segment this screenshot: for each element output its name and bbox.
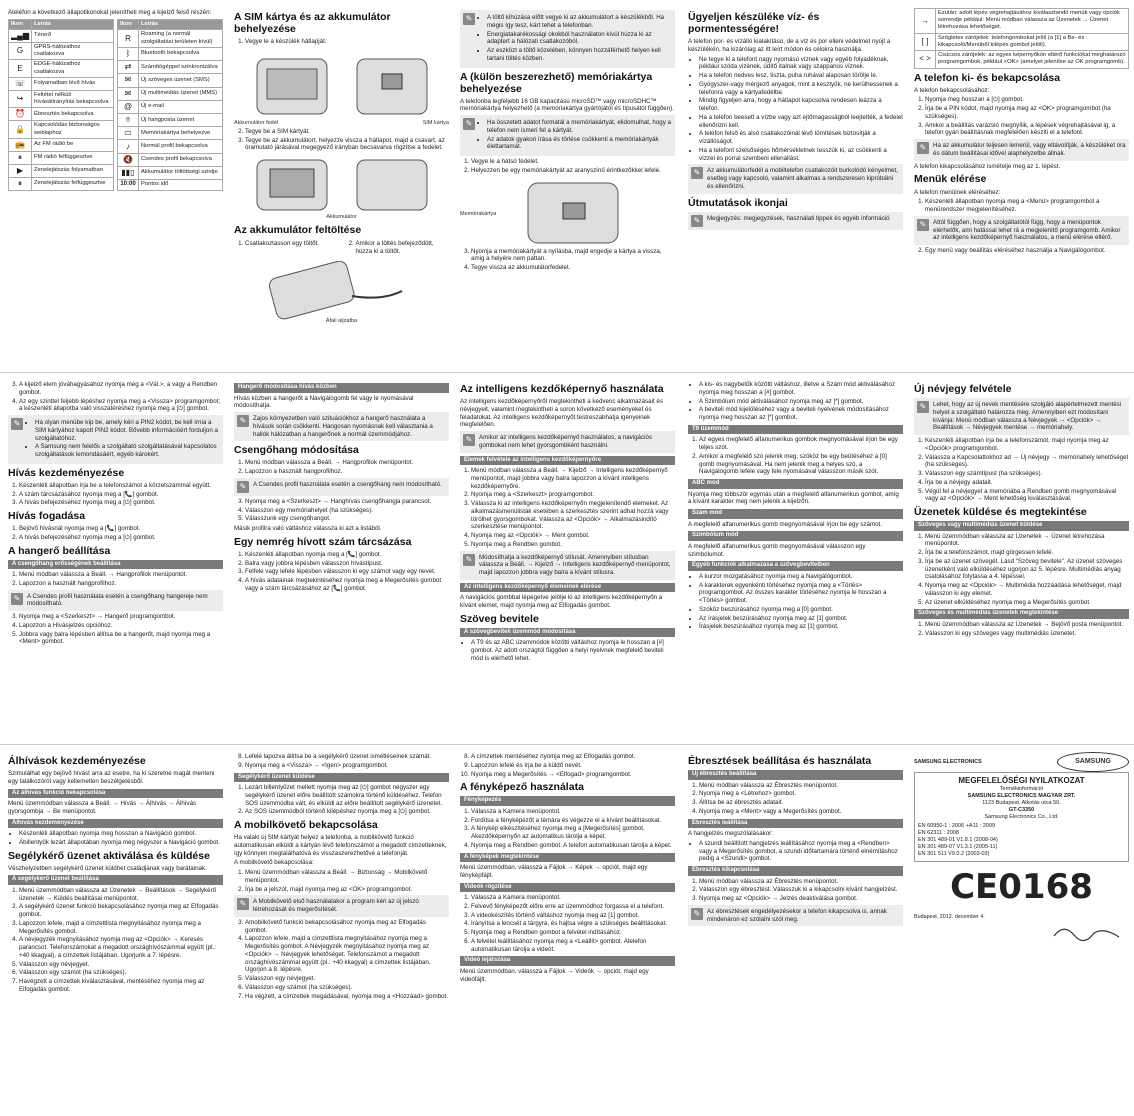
fake-call-enable-bar: Az álhívás funkció bekapcsolása [8,789,223,799]
signature [1049,921,1129,943]
brand-text: SAMSUNG ELECTRONICS [914,758,982,765]
answer-call-title: Hívás fogadása [8,510,86,523]
guide-note: ✎ Megjegyzés: megjegyzések, használati tippek és egyéb információ [688,212,903,230]
signature-date: Budapest, 2012. december 4. [914,914,985,921]
note-icon: ✎ [917,142,929,154]
input-modes-column: • A kis- és nagybetűk közötti váltáshoz, illetve a Szám mód aktiválásához nyomja meg hosszan a [#] gombot. • A Szimbólum mód aktiválásához nyomja meg az [*] gombot. • A beviteli mód kijelöléséhez vagy a beviteli nyelvének módosításához nyomja meg hosszan az [*] gombot. T9 üzemmód 1. Az egyes megfelelő alfanumerikus gombok megnyomásával írjon be egy teljes szót. 2. Amikor a megfelelő szó jelenik meg, szóköz be egy beütéséhez a [0] gomb megnyomásával. Ha nem jelenik meg a helyes szó, a Navigálógomb lefele vagy fele nyomásával válasszon másik szót. ABC mód Nyomja meg többször egymás után a megfelelő alfanumerikus gombot, amíg a kívánt karakter meg nem jelenik a kijelzőn. Szám mód A megfelelő alfanumerikus gomb megnyomásával írjon be egy számot. Szimbólum mód A megfelelő alfanumerikus gomb megnyomásával válasszon egy szimbólumot. Egyéb funkciók alkalmazása a szövegbevitelben • A kurzor mozgatásához nyomja meg a Navigálógombot. • A karakterek egyenkénti törléséhez nyomja meg a <Törlés> programgombot. Az összes karakter törléséhez nyomja le hosszan a <Törlés> gombot. • Szóköz beszúrásához nyomja meg a [0] gombot. • Az írásjelek beszúrásához nyomja meg az [1] gombot. • Írásjelek beszúrásához nyomja meg az [1] gombot. [688,380,903,738]
note-icon: ✎ [237,415,249,427]
new-contact-title: Új névjegy felvétele [914,383,1012,395]
alarm-title: Ébresztések beállítása és használata [688,755,872,767]
in-call-volume-bar: Hangerő módosítása hívás közben [234,383,449,393]
bluetooth-icon: ᛒ [118,47,139,60]
ringtone-note: ✎ A Csendes profil használata esetén a csengőhang nem módosítható. [234,478,449,496]
charge-title: Az akkumulátor feltöltése [234,223,362,236]
t9-bar: T9 üzemmód [688,425,903,435]
silent-note: ✎ A Csendes profil használata esetén a csengőhang hangereje nem módosítható. [8,590,223,612]
declaration-box: MEGFELELŐSÉGI NYILATKOZAT Termékinformáció SAMSUNG ELECTRONICS MAGYAR ZRT. 1123 Budapest, Alkotás utca 50. GT-C3350 Samsung Electronics Co., Ltd. EN 60950-1 : 2006 +A11 : 2009 EN 62311 : 2008 EN 301 489-01 V1.8.1 (2008-04) EN 301 489-07 V1.3.1 (2005-11) EN 301 511 V9.0.2 (2003-03) [914,772,1129,862]
note-icon: ✎ [237,898,249,910]
music-pause-icon: ⏸ [9,177,32,190]
tracker-title: A mobilkövető bekapcsolása [234,819,378,831]
sim-column: A SIM kártya és az akkumulátor behelyezése 1. Vegye le a készülék hátlapját. Akkumulátor fedél SIM kártya 2. Tegye be a SIM kártyát. 3. Tegye be az akkumulátort, helyezze vissza a hátlapot, majd a csavart, az óramutató járásával megegyező irányban becsavarva rögzítse a fedelet. Akkumulátor Az akkumulátor feltöltése 1. Csatlakoztasson egy töltőt. 2. Amikor a töltés befejeződött, húzza ki a töltőt. Áfali aljzatba [234,8,449,366]
note-icon: ✎ [691,167,703,179]
power-note: ✎ Ha az akkumulátor teljesen lemerül, vagy eltávolítják, a készüléket óra és dátum beállításai idővel alaphelyzetbe állnak. [914,139,1129,161]
sos-send-bar: Segélykérő üzenet küldése [234,773,449,783]
icons-column [8,8,223,366]
samsung-logo: SAMSUNG [1057,752,1129,772]
charger-illustration [242,261,442,321]
battery-cover-label: Akkumulátor fedél [234,119,279,126]
clock-icon: 10:00 [118,180,139,191]
note-icon: ✎ [237,481,249,493]
note-icon: ✎ [11,593,23,605]
voicemail-icon: ⌾ [118,114,139,127]
gprs-icon: G [9,42,32,59]
access-items-bar: Az intelligens kezdőképernyő elemeinek elérése [460,583,675,593]
note-icon: ✎ [463,118,475,130]
band-bottom [0,744,1134,1116]
power-column: → Ezután: adott lépés végrehajtásához kiválasztandó menük vagy opciók sorrendje például: Menü módban válassza az Üzenetek → Üzenet létrehozása lehetőséget. [ ] Szögletes zárójelek: telefongombokat jelöl (a [1] a Be- és kikapcsoló/Menüből kilépés gombot jelöli). < > Csúcsos zárójelek: az egyes képernyőkön eltérő funkciókat meghatározó programgombok, például <OK> (amelyet jelenítse az OK programgomb). A telefon ki- és bekapcsolása A telefon bekapcsolásához: 1. Nyomja meg hosszan a [⏻] gombot. 2. Írja be a PIN kódot, majd nyomja meg az <OK> programgombot (ha szükséges). 3. Amikor a beállítás varázsló megnyílik, a lépések végrehajtásával ig, a telefon gyári beállításnak megfelelően készíti el a telefont. ✎ Ha az akkumulátor teljesen lemerül, vagy eltávolítják, a készüléket óra és dátum beállításai idővel alaphelyzetbe állnak. A telefon kikapcsolásához ismételje meg az 1. lépést. Menük elérése A telefon menüinek eléréséhez: 1. Készenléti állapotban nyomja meg a <Menü> programgombot a menürendszer megjelenítéséhez. ✎ Attól függően, hogy a szolgáltatótól függ, hogy a menüpontok elérhetők, ami hatással lehet rá a megjelenítő programgomb. Amikor az intelligens kezdőképernyő használatos, a menü elérése eltérő. 2. Egy menü vagy beállítás eléréséhez használja a Navigálógombot. [914,8,1129,366]
ce-mark: CE0168 [950,866,1093,907]
volume-title: A hangerő beállítása [8,544,111,557]
record-video-bar: Videók rögzítése [460,883,675,893]
note-icon: ✎ [917,401,929,413]
signal-icon: ▂▄▆ [9,29,32,42]
icons-intro: Ateléfon a következő állapotikonokat jelenítheti meg a kijelző felső részén: [8,9,212,16]
camera-column: 8. A címzettek mentéséhez nyomja meg az Elfogadás gombot. 9. Lapozzon lefelé és írja be a küldő nevét. 10. Nyomja meg a Megerősítés → <Elfogad> programgombot. A fényképező használata Fényképezés 1. Válassza a Kamera menüpontot. 2. Fordítsa a fényképezőt a témára és végezze el a kívánt beállításokat. 3. A fénykép elkészítéséhez nyomja meg a [Megerősítés] gombot. Akezdőképernyőn az automatikus tárolja a képet. 4. Nyomja meg a Rendben gombot. A telefon automatikusan tárolja a képet. A fényképek megtekintése Menü üzemmódban, válassza a Fájlok → Képek → opciót, majd egy fényképfájlt. Videók rögzítése 1. Válassza a Kamera menüpontot. 2. Felvevő fényképezőt előre erre az üzemmódhoz forgassa el a telefont. 3. A videokészítés történő váltáshoz nyomja meg az [1] gombot. 4. Irányítsa a lencsét a tárgyra, és hajtsa végre a szükséges beállításokat. 5. Nyomja meg a Rendben gombot a felvétel indításához. 6. A felvétel leállításához nyomja meg a <Leállít> gombot. Atelefon automatikusan tárolja a videót. Videó lejátszása Menü üzemmódban, válassza a Fájlok → Videók → opciót, majd egy videófájlt. [460,752,675,1110]
fake-call-start-bar: Álhívás kezdeményezése [8,819,223,829]
fm-pause-icon: ⏸ [9,151,32,164]
note-icon: ✎ [691,908,703,920]
normal-profile-icon: ♪ [118,140,139,153]
note-icon: ✎ [917,219,929,231]
smart-home-title: Az intelligens kezdőképernyő használata [460,383,664,395]
socket-label: Áfali aljzatba [325,318,358,325]
call-icon: ☏ [9,77,32,90]
music-play-icon: ▶ [9,164,32,177]
add-items-bar: Elemek felvétele az intelligens kezdőképernyőre [460,456,675,466]
sim-title: A SIM kártya és az akkumulátor behelyezése [234,11,391,36]
square-brackets-icon: [ ] [915,33,936,50]
memory-card-title: A (külön beszerezhető) memóriakártya behelyezése [460,70,653,95]
tracker-note: ✎ A Mobilkövető első használatakor a program kéri az új jelszó létrehozását és megerősítését. [234,895,449,917]
pin-note: ✎ • Ha olyan menübe kíp be, amely kéri a PIN2 kódot, be kell írnia a SIM kártyához kapott PIN2 kódot. Bővebb információért forduljon a szolgáltatóhoz. • A Samsung nem felelős a szolgáltató szolgáltatásával kapcsolatos szolgáltatások lemondásáért, egyéb károkért. [8,415,223,464]
icons-table-left: Ikon Leírás ▂▄▆ Térerő G GPRS-hálózathoz csatlakozva E EDGE-hálózathoz csatlakozva ☏ Folyamatban lévő hívás ↪ Feltétel nélküli hívásátirányítás bekapcsolva ⏰ Ébresztés bekapcsolva 🔒 Kapcsolódás biztonságos weblaphoz 📻 Az FM rádió be ⏸ FM rádió felfüggesztve ▶ Zenelejátszás folyamatban ⏸ Zenelejátszás felfüggesztve [8,19,114,191]
band-middle [0,372,1134,744]
note-icon: ✎ [11,418,23,430]
memory-card-label: Memóriakártya [460,210,497,217]
note-icon: ✎ [463,434,475,446]
battery-icon: ▮▮▯ [118,166,139,179]
contact-note: ✎ Lehet, hogy az új nevek mentésére szolgáló alapértelmezett mentési helyet a szolgáltató határozza meg. Amennyiben ezt módosítani kívánja: Menü módban válassza a Névjegyek → <Opciók> → Beállítások → Névjegyek mentése → memóriahely. [914,398,1129,435]
silent-profile-icon: 🔇 [118,153,139,166]
view-photos-bar: A fényképek megtekintése [460,853,675,863]
make-call-title: Hívás kezdeményezése [8,466,125,479]
note-icon: ✎ [463,554,475,566]
note-icon: ✎ [691,215,703,227]
tracker-column: 8. Lefelé lapozva állítsa be a segélykérő üzenet ismétléseinek számát. 9. Nyomja meg a <Vissza> → <Igen> programgombot. Segélykérő üzenet küldése 1. Lezárt billentyűzet mellett nyomja meg az [⏻] gombot négyszer egy segélykérő üzenet előre beállított számokra történő küldéséhez. Telefon SOS üzemmódba vált, és elküldi az előre beállított segélykérő üzenetet. 2. Az SOS üzemmódból történő kilépéshez nyomja meg a [⏻] gombot. A mobilkövető bekapcsolása Ha valaki új SIM kártyát helyez a telefonba, a mobilkövető funkció automatikusan elküldi a kártyán lévő telefonszámot a megadott címzetteknek, így könnyen megtalálhatóvá és visszaszerezhetővé a telefonját. A mobilkövető bekapcsolása: 1. Menü üzemmódban válassza a Beáll. → Biztonság → Mobilkövető menüpontot. 2. Írja be a jelszót, majd nyomja meg az <OK> programgombot. ✎ A Mobilkövető első használatakor a program kéri az új jelszó létrehozását és megerősítését. 3. Amobilkövető funkció bekapcsolásához nyomja meg az Elfogadás gombot. 4. Lapozzon lefele, majd a címzettlista megnyitásához nyomja meg a Megerősítés gombot. A Névjegyzék megnyitásához nyomja meg az <Opciók> → Névjegyek lehetőséget. Telefonszámot a megadott országhívószámmal együtt (pl.: +40 kkagyal) a címzettek listájában. Ugorjon a 8. lépésre. 5. Válasszon egy névjegyet. 6. Válasszon egy számot (ha szükséges). 7. Ha végzett, a címzettek megadásával, nyomja meg a <Hozzáad> gombot. [234,752,449,1110]
roaming-icon: R [118,30,139,48]
photo-bar: Fényképezés [460,796,675,806]
messages-title: Üzenetek küldése és megtekintése [914,506,1087,519]
disable-alarm-bar: Ébresztés kikapcsolása [688,866,903,876]
memory-card-note: ✎ • Ha összetett adatot formatál a memóriakártyát, elidomulhat, hogy a telefon nem ismeri fel a kártyát. • Az adatok gyakori írása és törlése csökkenti a memóriakártyák élettartamát. [460,115,675,156]
memory-card-column: ✎ • A töltő kihúzása előtt vegye ki az akkumulátort a készülékből. Ha mégis így tesz, kárt tehet a telefonban. • Energiatakarékossági okokból használaton kívül húzza ki az adaptert a hálózati csatlakozóból. • Az eszközt a töltő közelében, könnyen hozzáférhető helyen kell tartani töltés közben. A (külön beszerezhető) memóriakártya behelyezése A telefonba legfeljebb 16 GB kapacitású microSD™ vagy microSDHC™ memóriakártya helyezhető (a memóriakártya gyártójától és típusától függően). ✎ • Ha összetett adatot formatál a memóriakártyát, elidomulhat, hogy a telefon nem ismeri fel a kártyát. • Az adatok gyakori írása és törlése csökkenti a memóriakártyák élettartamát. 1. Vegye le a hátsó fedelet. 2. Helyezzen be egy memóriakártyát az aranyszínű érintkezőkkel lefelé. Memóriakártya 3. Nyomja a memóriakártyát a nyílásba, majd engedje a kártya a vissza, amig a helyére nem pattan. 4. Tegye vissza az akkumulátorfedelet. [460,8,675,366]
guide-icons-table: → Ezután: adott lépés végrehajtásához kiválasztandó menük vagy opciók sorrendje például: Menü módban válassza az Üzenetek → Üzenet létrehozása lehetőséget. [ ] Szögletes zárójelek: telefongombokat jelöl (a [1] a Be- és kikapcsoló/Menüből kilépés gombot jelöli). < > Csúcsos zárójelek: az egyes képernyőkön eltérő funkciókat meghatározó programgombok, például <OK> (amelyet jelenítse az OK programgomb). [914,8,1129,69]
email-icon: @ [118,100,139,113]
alarm-note: ✎ Az ébresztések engedélyezésekor a telefon kikapcsolva is, annak mindenáron ez szólalni szól meg. [688,905,903,927]
noise-note: ✎ Zajos környezetben való szituációkhoz a hangerő használata a hívások során csökkenti. Hangosan nyomásnak kell választania a hallók hálózatban a hangerőnek a normál üzemmódjához. [234,412,449,441]
water-column: Ügyeljen készüléke víz- és pormentességére! A telefon por- és vízálló kialakítású, de a víz és por elleni védelmet nyújt a készülékén, ha kizárólag az itt leírt módon és célokra használja. • Ne tegye ki a telefont nagy nyomású víznek vagy egyéb folyadéknak, például szóda vizének, üdítő italnak vagy szappanos víznek. • Ha a telefon nedves lesz, tiszta, puha ruhával alaposan törölje le. • Gyógyszer-vagy mérgező anyagok, mint a kesztyűk, ne kerülhessenek a telefonra vagy a kártyafedélbe. • Mindig figyeljen arra, hogy a hátlapot kapcsolva rendesen leázza a telefon. • Ha a telefon beesett a vízbe vagy azt ejtőmagasságból leejtették, a fedelet ellenőrizni kell. • A telefon felső és alsó csatlakozóinál lévő tömítések biztosítják a vízállóságot. • Ha a telefont szélsőséges hőmérsékletnek tesszük ki, az csökkenti a vízzel és porral szembeni ellenállást. ✎ Az akkumulátorfedél a mobiltelefon csatlakozóit burkolódó kényelmet, esetleg vagy kapcsoló, valamint alkalmas a rendszeresen kipróbálni és ellenőrizni. Útmutatások ikonjai ✎ Megjegyzés: megjegyzések, használati tippek és egyéb információ [688,8,903,366]
battery-illustration [242,155,442,217]
redial-title: Egy nemrég hívott szám tárcsázása [234,535,412,548]
fake-call-title: Álhívások kezdeményezése [8,755,146,767]
change-ringtone-title: Csengőhang módosítása [234,444,359,457]
input-mode-bar: A szövegbeviteli üzemmód módosítása [460,628,675,638]
guide-icons-title: Útmutatások ikonjai [688,196,788,209]
power-title: A telefon ki- és bekapcsolása [914,71,1061,84]
stop-alarm-bar: Ébresztés leállítása [688,819,903,829]
declaration-title: MEGFELELŐSÉGI NYILATKOZAT [958,776,1085,785]
arrow-icon: → [915,9,936,34]
mms-icon: ✉ [118,87,139,100]
battery-label: Akkumulátor [326,214,357,220]
icons-table-right: Ikon Leírás R Roaming (a normál szolgáltatási területen kívül) ᛒ Bluetooth bekapcsolva ⇄ Számítógéppel szinkronizálva ✉ Új szöveges üzenet (SMS) ✉ Új multimédiás üzenet (MMS) @ Új e-mail ⌾ Új hangposta üzenet ▭ Memóriakártya behelyezve ♪ Normál profil bekapcsolva 🔇 Csendes profil bekapcsolva ▮▮▯ Akkumulátor töltöttségi szintje 10:00 Pontos idő [117,19,223,191]
contacts-column: Új névjegy felvétele ✎ Lehet, hogy az új nevek mentésére szolgáló alapértelmezett mentési helyet a szolgáltató határozza meg. Amennyiben ezt módosítani kívánja: Menü módban válassza a Névjegyek → <Opciók> → Beállítások → Névjegyek mentése → memóriahely. 1. Készenléti állapotban írja be a telefonszámot, majd nyomja meg az <Opciók> programgombot. 2. Válassza a Kapcsolattokhoz ad → Új névjegy → memóriahely lehetőséget (ha szükséges). 3. Válasszon egy számtípust (ha szükséges). 4. Írja be a névjegy adatait. 5. Végül fel a névjegyet a memóriába a Rendben gomb megnyomásával vagy az <Opciók> → Ment lehetőség kiválasztásával. Üzenetek küldése és megtekintése Szöveges vagy multimédiás üzenet küldése 1. Menü üzemmódban válassza az Üzenetek → Üzenet létrehozása menüpontot. 2. Írja be a telefonszámot, majd görgessen lefelé. 3. Írja be az üzenet szövegét. Lásd "Szöveg bevitele". Az üzenet szöveges üzenetként való elküldéséhez ugorjon az 5. lépésre. Multimédiás anyag csatolásához folytassa a 4. lépéssel. 4. Nyomja meg az <Opciók> → Multimédia hozzáadása lehetőséget, majd válasszon ki egy elemet. 5. Az üzenet elküldéséhez nyomja meg a Megerősítés gombot. Szöveges és multimédiás üzenetek megtekintése 1. Menü üzemmódban válassza az Üzenetek → Bejövő posta menüpontot. 2. Válasszon ki egy szöveges vagy multimédiás üzenetet. [914,380,1129,738]
number-mode-bar: Szám mód [688,509,903,519]
text-input-title: Szöveg bevitele [460,612,539,625]
ringtone-column: Hangerő módosítása hívás közben Hívás közben a hangerőt a Navigálógomb fel vagy le nyomásával módosíthatja. ✎ Zajos környezetben való szituációkhoz a hangerő használata a hívások során csökkenti. Hangosan nyomásnak kell választania a hallók hálózatban a hangerőnek a normál üzemmódjához. Csengőhang módosítása 1. Menü módban válassza a Beáll. → Hangprofilok menüpontot. 2. Lapozzon a használt hangprofilhoz. ✎ A Csendes profil használata esetén a csengőhang nem módosítható. 3. Nyomja meg a <Szerkeszt> → Hanghívás csengőhangja parancsot. 4. Válasszon egy memóriahelyet (ha szükséges). 5. Válasszunk egy csengőhangot. Másik profilra való váltáshoz válassza ki azt a listából. Egy nemrég hívott szám tárcsázása 1. Készenléti állapotban nyomja meg a [📞] gombot. 2. Balra vagy jobbra lépésben válasszon hívástípust. 3. Felfele vagy lefele lépésben válasszon ki egy számot vagy egy nevet. 4. A hívás adatainak megtekintéséhez nyomja meg a Megerősítés gombot vagy a szám tárcsázásához az [📞] gombot. [234,380,449,738]
new-alarm-bar: Új ébresztés beállítása [688,770,903,780]
sms-icon: ✉ [118,74,139,87]
declaration-column [914,752,1129,1110]
camera-title: A fényképező használata [460,781,584,794]
charger-note: ✎ • A töltő kihúzása előtt vegye ki az akkumulátort a készülékből. Ha mégis így tesz, kárt tehet a telefonban. • Energiatakarékossági okokból használaton kívül húzza ki az adaptert a hálózati csatlakozóból. • Az eszközt a töltő közelében, könnyen hozzáférhető helyen kell tartani töltés közben. [460,10,675,68]
menu-access-title: Menük elérése [914,173,987,186]
smart-home-column: Az intelligens kezdőképernyő használata Az intelligens kezdőképernyőről megtekintheti a kedvenc alkalmazásait és névjegyeit, valamint megtekintheti a soron következő eseményeket és feladatokat. Az intelligens kezdőképernyőt testreszabhatja igényeinek megfelelően. ✎ Amikor az intelligens kezdőképernyő használatos, a navigációs gombokat nem lehet gyorsgombként használni. Elemek felvétele az intelligens kezdőképernyőre 1. Menü módban válassza a Beáll. → Kijelző → Intelligens kezdőképernyő menüpontot, majd jobbra vagy balra lapozzon a kívánt intelligens kezdőképernyőre. 2. Nyomja meg a <Szerkeszt> programgombot. 3. Válassza ki az intelligens kezdőképernyőn megjelenítendő elemeket. Az alkalmazásmenülisták esetében a szerkesztés szerint adhat hozzá vagy törölhet gyorsgombokat. Válassza az <Opciók> → Alkalmazásindító szerkesztése menüpontot. 4. Nyomja meg az <Opciók> → Ment gombot. 5. Nyomja meg a Rendben gombot. ✎ Módosíthatja a kezdőképernyő stílusát. Amennyiben stílusban válassza a Beáll. → Kijelző → Intelligens kezdőképernyő menüpontot, majd lapozzon jobbra vagy balra a kívánt stílusra. Az intelligens kezdőképernyő elemeinek elérése A navigációs gombbal lépegetve jelölje ki az intelligens kezdőképernyőn a kívánt elemet, majd nyomja meg az Elfogadás gombot. Szöveg bevitele A szövegbeviteli üzemmód módosítása • A T9 és az ABC üzemmódok közötti váltáshoz nyomja le hosszan a [#] gombot. Az adott országtól függően a helyi nyelvnek megfelelő beviteli mód is elérhető lehet. [460,380,675,738]
sos-title: Segélykérő üzenet aktiválása és küldése [8,849,210,862]
style-note: ✎ Módosíthatja a kezdőképernyő stílusát. Amennyiben stílusban válassza a Beáll. → Kijelző → Intelligens kezdőképernyő menüpontot, majd lapozzon jobbra vagy balra a kívánt stílusra. [460,551,675,580]
call-forward-icon: ↪ [9,90,32,107]
sim-illustration [242,49,442,129]
smart-home-note: ✎ Amikor az intelligens kezdőképernyő használatos, a navigációs gombokat nem lehet gyorsgombként használni. [460,431,675,453]
icon-header: Ikon [9,19,32,29]
sos-setup-bar: A segélykérő üzenet beállítása [8,875,223,885]
send-message-bar: Szöveges vagy multimédiás üzenet küldése [914,521,1129,531]
fm-radio-icon: 📻 [9,138,32,151]
secure-web-icon: 🔒 [9,121,32,138]
other-functions-bar: Egyéb funkciók alkalmazása a szövegbevitelben [688,561,903,571]
memory-card-icon: ▭ [118,127,139,140]
play-video-bar: Videó lejátszása [460,956,675,966]
ringtone-volume-bar: A csengőhang erősségének beállítása [8,560,223,570]
water-note: ✎ Az akkumulátorfedél a mobiltelefon csatlakozóit burkolódó kényelmet, esetleg vagy kapcsoló, valamint alkalmas a rendszeresen kipróbálni és ellenőrizni. [688,164,903,193]
angle-brackets-icon: < > [915,51,936,68]
sim-card-label: SIM kártya [422,119,449,126]
note-icon: ✎ [463,13,475,25]
alarm-column: Ébresztések beállítása és használata Új ébresztés beállítása 1. Menü módban válassza az Ébresztés menüpontot. 2. Nyomja meg a <Létrehoz> gombot. 3. Állítsa be az ébresztés adatait. 4. Nyomja meg a <Ment> vagy a Megerősítés gombot. Ébresztés leállítása A hangjelzés megszólalásakor: • A szundi beállított hangjelzés leállításához nyomja meg a <Rendben> vagy a Megerősítés gombot, a szundi időtartamára történő elnémításhoz pedig a <Szundi> gombot. Ébresztés kikapcsolása 1. Menü módban válassza az Ébresztés menüpontot. 2. Válasszon egy ébresztést. Válasszuk ki a kikapcsolni kívánt hangjelzést. 3. Nyomja meg az <Opciók> → Jelzés deaktiválása gombot. ✎ Az ébresztések engedélyezésekor a telefon kikapcsolva is, annak mindenáron ez szólalni szól meg. [688,752,903,1110]
menu-note: ✎ Attól függően, hogy a szolgáltatótól függ, hogy a menüpontok elérhetők, ami hatással lehet rá a megjelenítő programgomb. Amikor az intelligens kezdőképernyő használatos, a menü elérése eltérő. [914,216,1129,245]
view-messages-bar: Szöveges és multimédiás üzenetek megtekintése [914,609,1129,619]
edge-icon: E [9,60,32,77]
calls-column: 3. A kijelző elem jóváhagyásához nyomja meg a <Vál.>, a vagy a Rendben gombot. 4. Az egy szinttel feljebb lépéshez nyomja meg a <Vissza> programgombot; a készenléti állapotba való visszatéréshez nyomja meg a [⏻] gombot. ✎ • Ha olyan menübe kíp be, amely kéri a PIN2 kódot, be kell írnia a SIM kártyához kapott PIN2 kódot. Bővebb információért forduljon a szolgáltatóhoz. • A Samsung nem felelős a szolgáltató szolgáltatásával kapcsolatos szolgáltatások lemondásáért, egyéb károkért. Hívás kezdeményezése 1. Készenléti állapotban írja be a telefonszámot a körzetszámmal együtt. 2. A szám tárcsázásához nyomja meg a [📞] gombot. 3. A hívás befejezéséhez nyomja meg a [⏻] gombot. Hívás fogadása 1. Bejövő hívásnál nyomja meg a [📞] gombot. 2. A hívás befejezéséhez nyomja meg a [⏻] gombot. A hangerő beállítása A csengőhang erősségének beállítása 1. Menü módban válassza a Beáll. → Hangprofilok menüpontot. 2. Lapozzon a használt hangprofilhoz. ✎ A Csendes profil használata esetén a csengőhang hangereje nem módosítható. 3. Nyomja meg a <Szerkeszt> → Hangerő programgombot. 4. Lapozzon a Hívásjelzés opcióhoz. 5. Jobbra vagy balra lépésben állítsa be a hangerőt, majd nyomja meg a <Ment> gombot. [8,380,223,738]
fake-call-column: Álhívások kezdeményezése Szimulálhat egy bejövő hívást arra az esetre, ha ki szeretne magát menteni egy találkozóról vagy kellemetlen beszélgetésből. Az álhívás funkció bekapcsolása Menü üzemmódban válassza a Beáll. → Hívás → Álhívás → Álhívás gyorsgombja → Be menüpontot. Álhívás kezdeményezése • Készenléti állapotban nyomja meg hosszan a Navigáció gombot. • Ábillentyűk lezárt állapotában nyomja meg négyszer a Navigáció gombot. Segélykérő üzenet aktiválása és küldése Vészhelyzetben segélykérő üzenet küldhet családjának vagy barátainak. A segélykérő üzenet beállítása 1. Menü üzemmódban válassza az Üzenetek → Beállítások → Segélykérő üzenetek → Küldés beállításai menüpontot. 2. A segélykérő üzenet funkció bekapcsolásához nyomja meg az Elfogadás gombot. 3. Lapozzon lefele, majd a címzettlista megnyitásához nyomja meg a Megerősítés gombot. 4. A névjegyzék megnyitásához nyomja meg az <Opciók> → Keresés parancsot. Telefonszámokat a megadott országhívószámmal együtt (pl.: +40 kkagyal), a címzettek listájában. Ugorjunk a 7. lépésre. 5. Válasszon egy névjegyet. 6. Válasszon egy számot (ha szükséges). 7. Havégzett a címzettek kiválasztásával, mentéséhez nyomja meg az Elfogadás gombot. [8,752,223,1110]
water-title: Ügyeljen készüléke víz- és pormentességére! [688,11,820,36]
meaning-header: Leírás [31,19,113,29]
alarm-icon: ⏰ [9,108,32,121]
sync-icon: ⇄ [118,61,139,74]
symbol-mode-bar: Szimbólum mód [688,531,903,541]
band-top [0,0,1134,372]
abc-bar: ABC mód [688,479,903,489]
